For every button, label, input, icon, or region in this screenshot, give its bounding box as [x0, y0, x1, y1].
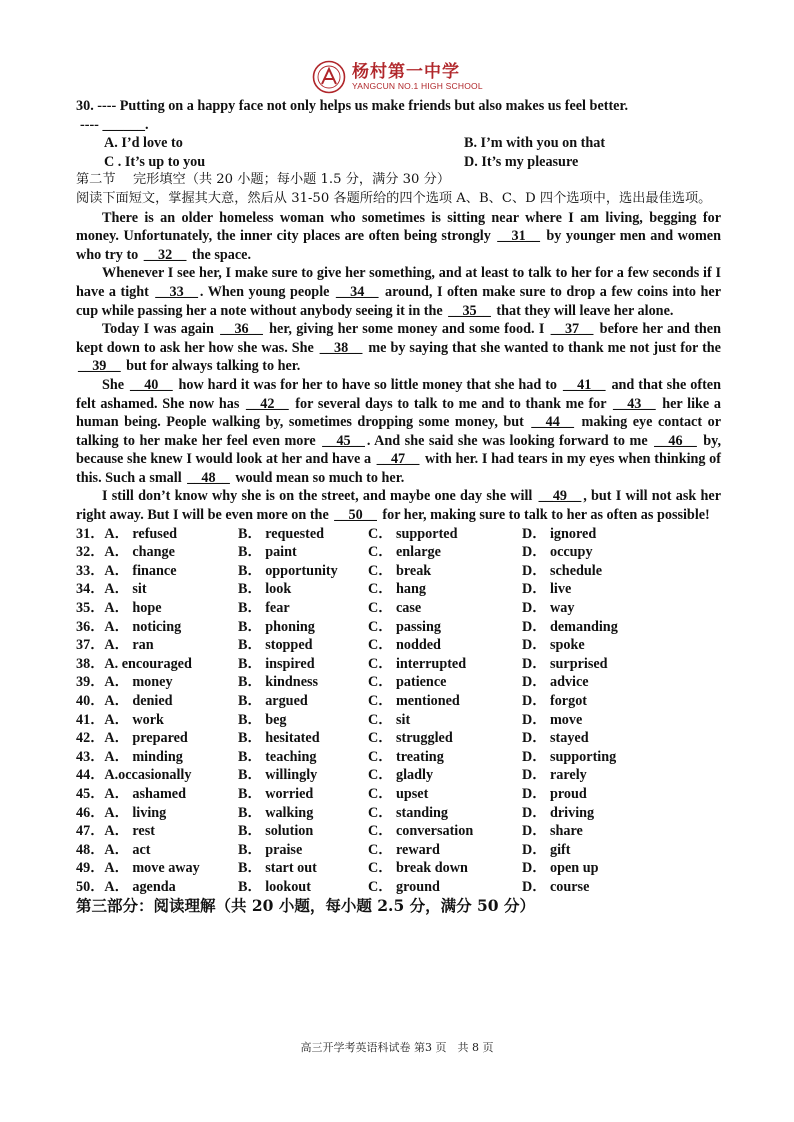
passage-text: I still don’t know why she is on the street, and maybe one day she will [102, 488, 537, 505]
passage-text: making eye contact or talking to her make her feel even more [76, 414, 721, 449]
choice-option: 43．A． minding [76, 748, 183, 765]
cloze-blank: __44__ [531, 414, 574, 431]
choice-option: C． nodded [368, 637, 441, 654]
choice-option: 40．A． denied [76, 693, 173, 709]
choice-option: D． forgot [522, 693, 588, 709]
choice-option: 38．A. encouraged [76, 655, 192, 672]
answer-choices-table [76, 525, 721, 897]
cloze-blank: __49__ [538, 488, 582, 505]
choice-option: 46．A． living [76, 804, 167, 821]
passage-text: Today I was again [102, 321, 219, 338]
cloze-blank: __50__ [334, 507, 377, 524]
choice-row [76, 525, 721, 544]
cloze-blank: __39__ [78, 358, 121, 375]
page-header [0, 58, 794, 98]
option-b: B. I’m with you on that [464, 135, 606, 152]
choice-row [76, 655, 721, 674]
choice-option: B． fear [238, 600, 290, 617]
choice-option: 37．A． ran [76, 637, 154, 654]
choice-option: B． argued [238, 693, 308, 709]
choice-row [76, 748, 721, 767]
choice-option: C． sit [368, 711, 411, 728]
choice-option: D． move [522, 711, 583, 728]
choice-option: D． spoke [522, 637, 585, 654]
choice-option: D． share [522, 823, 583, 840]
choice-option: B． kindness [238, 674, 319, 691]
choice-option: 32．A． change [76, 544, 175, 561]
passage-text: by younger men and women who try to [76, 228, 721, 263]
choice-row [76, 822, 721, 841]
choice-option: C． struggled [368, 730, 453, 747]
choice-option: 34．A． sit [76, 581, 147, 598]
passage-paragraph [76, 209, 721, 265]
choice-option: 50．A． agenda [76, 878, 176, 895]
choice-option: D． stayed [522, 730, 589, 747]
choice-option: B． solution [238, 823, 314, 840]
cloze-blank: __43__ [613, 395, 656, 412]
choice-option: D． open up [522, 860, 599, 877]
choice-option: C． reward [368, 841, 440, 858]
choice-option: 31．A． refused [76, 525, 178, 542]
choice-option: B． inspired [238, 655, 315, 672]
choice-option: 41．A． work [76, 711, 164, 728]
choice-option: D． driving [522, 804, 595, 821]
passage-text: . And she said she was looking forward to me [366, 432, 653, 449]
choice-option: B． look [238, 581, 292, 598]
choice-option: D． demanding [522, 618, 618, 635]
choice-option: 45．A． ashamed [76, 785, 186, 802]
choice-option: 39．A． money [76, 674, 173, 691]
choice-option: D． proud [522, 785, 587, 802]
choice-option: C． supported [368, 525, 458, 542]
choice-option: C． ground [368, 878, 440, 895]
option-a: A. I’d love to [104, 135, 183, 152]
choice-option: B． paint [238, 544, 297, 561]
choice-option: 36．A． noticing [76, 618, 182, 635]
cloze-blank: __40__ [130, 376, 173, 393]
choice-option: C． standing [368, 804, 449, 821]
choice-option: B． lookout [238, 878, 311, 895]
passage-text: the space. [188, 246, 252, 263]
choice-row [76, 841, 721, 860]
option-c: C . It’s up to you [104, 153, 206, 170]
choice-row [76, 543, 721, 562]
cloze-blank: __45__ [322, 432, 365, 449]
choice-option: C． upset [368, 785, 429, 802]
choice-row [76, 673, 721, 692]
passage-text: , but I will not ask her right away. But I will be even more on the [76, 488, 722, 524]
choice-option: 35．A． hope [76, 600, 162, 617]
section-2-title: 第二节 完形填空（共 20 小题；每小题 1.5 分，满分 30 分） [76, 172, 451, 188]
choice-row [76, 729, 721, 748]
choice-option: D． supporting [522, 748, 617, 765]
choice-row [76, 859, 721, 878]
choice-row [76, 618, 721, 637]
passage-text: me by saying that she wanted to thank me not just for the [364, 339, 721, 356]
school-seal-icon [312, 60, 346, 94]
cloze-passage [76, 209, 721, 525]
choice-option: C． interrupted [368, 655, 467, 672]
passage-text: around, I often make sure to drop a few coins into her cup while passing her a note without anybody seeing it in the [76, 283, 722, 319]
cloze-blank: __33__ [155, 283, 198, 300]
cloze-blank: __38__ [319, 339, 363, 356]
passage-paragraph [76, 487, 721, 524]
choice-option: B． phoning [238, 618, 315, 635]
school-name-en: YANGCUN NO.1 HIGH SCHOOL [352, 81, 483, 91]
choice-row [76, 878, 721, 897]
choice-option: B． hesitated [238, 730, 320, 747]
choice-option: D． surprised [522, 655, 608, 672]
cloze-blank: __37__ [550, 321, 594, 338]
choice-option: 42．A． prepared [76, 730, 188, 747]
passage-text: . When young people [199, 283, 334, 300]
cloze-blank: __32__ [143, 246, 187, 263]
choice-option: 44．A.occasionally [76, 767, 192, 784]
choice-option: B． walking [238, 804, 314, 821]
passage-text: with her. I had tears in my eyes when thinking of this. Such a small [76, 451, 721, 486]
passage-text: would mean so much to her. [231, 469, 405, 486]
school-name-cn: 杨村第一中学 [352, 62, 460, 82]
choice-row [76, 711, 721, 730]
choice-option: C． conversation [368, 823, 474, 840]
passage-text: that they will leave her alone. [492, 302, 674, 319]
passage-text: her like a human being. People walking by, sometimes dropping some money, but [76, 395, 721, 431]
choice-row [76, 562, 721, 581]
option-d: D. It’s my pleasure [464, 153, 579, 170]
choice-option: D． gift [522, 841, 571, 858]
school-logo [312, 60, 483, 94]
cloze-blank: __46__ [654, 432, 697, 449]
passage-text: for her, making sure to talk to her as often as possible! [378, 507, 710, 524]
choice-option: B． stopped [238, 637, 313, 654]
choice-option: D． rarely [522, 767, 587, 784]
choice-option: B． opportunity [238, 562, 338, 579]
choice-option: 48．A． act [76, 841, 151, 858]
cloze-blank: __48__ [187, 469, 230, 486]
question-30-options [76, 134, 721, 171]
choice-option: B． requested [238, 525, 325, 542]
cloze-blank: __42__ [246, 395, 289, 412]
choice-option: B． willingly [238, 767, 318, 784]
choice-option: B． praise [238, 841, 303, 858]
choice-row [76, 599, 721, 618]
question-30-stem: 30. ---- Putting on a happy face not only helps us make friends but also makes us feel better. [76, 98, 629, 114]
choice-option: C． mentioned [368, 693, 460, 709]
choice-option: B． beg [238, 711, 287, 728]
question-30-reply: ---- ______. [80, 116, 149, 133]
choice-option: D． way [522, 600, 575, 617]
choice-option: 33．A． finance [76, 562, 177, 579]
choice-option: D． advice [522, 674, 589, 691]
cloze-blank: __35__ [448, 302, 491, 319]
choice-row [76, 636, 721, 655]
choice-option: B． worried [238, 785, 314, 802]
exam-content [76, 97, 721, 915]
passage-text: for several days to talk to me and to thank me for [290, 395, 611, 412]
cloze-blank: __36__ [220, 321, 263, 338]
choice-option: D． ignored [522, 525, 597, 542]
section-2-instruction: 阅读下面短文，掌握其大意，然后从 31-50 各题所给的四个选项 A、B、C、D 四个选项中，选出最佳选项。 [76, 190, 712, 206]
choice-row [76, 692, 721, 711]
cloze-blank: __47__ [376, 451, 420, 468]
choice-option: D． course [522, 878, 590, 895]
choice-option: 47．A． rest [76, 823, 155, 840]
choice-option: C． hang [368, 581, 426, 598]
passage-text: There is an older homeless woman who sometimes is sitting near where I am living, begging for money. Unfortunately, the inner city places are often being strongly [76, 209, 721, 245]
passage-paragraph [76, 376, 721, 488]
choice-option: D． occupy [522, 544, 593, 561]
passage-text: before her and then kept down to ask her how she was. She [76, 321, 721, 356]
choice-row [76, 785, 721, 804]
choice-option: C． patience [368, 674, 447, 691]
choice-row [76, 804, 721, 823]
passage-text: and that she often felt ashamed. She now has [76, 376, 721, 412]
choice-option: B． start out [238, 860, 317, 877]
passage-paragraph [76, 264, 721, 320]
choice-option: C． passing [368, 618, 441, 635]
passage-text: Whenever I see her, I make sure to give her something, and at least to talk to her for a few seconds if I have a tight [76, 265, 721, 300]
choice-option: C． case [368, 600, 422, 617]
passage-text: She [102, 376, 129, 393]
page-footer: 高三开学考英语科试卷 第3 页 共 8 页 [300, 1041, 494, 1054]
choice-option: C． treating [368, 748, 444, 765]
passage-text: but for always talking to her. [122, 358, 301, 375]
part-3-title: 第三部分：阅读理解（共 20 小题，每小题 2.5 分，满分 50 分） [76, 895, 535, 915]
passage-paragraph [76, 320, 721, 376]
choice-row [76, 580, 721, 599]
passage-text: by, because she knew I would look at her and have a [76, 432, 721, 468]
passage-text: how hard it was for her to have so little money that she had to [174, 376, 561, 393]
choice-option: C． gladly [368, 767, 434, 784]
choice-option: C． enlarge [368, 544, 441, 561]
cloze-blank: __34__ [335, 283, 379, 300]
choice-option: C． break down [368, 860, 468, 877]
choice-option: 49．A． move away [76, 860, 200, 877]
cloze-blank: __41__ [562, 376, 606, 393]
cloze-blank: __31__ [497, 228, 540, 245]
choice-option: C． break [368, 562, 432, 579]
choice-option: B． teaching [238, 748, 317, 765]
choice-option: D． live [522, 581, 572, 598]
choice-option: D． schedule [522, 562, 603, 579]
choice-row [76, 766, 721, 785]
passage-text: her, giving her some money and some food. I [264, 321, 549, 338]
